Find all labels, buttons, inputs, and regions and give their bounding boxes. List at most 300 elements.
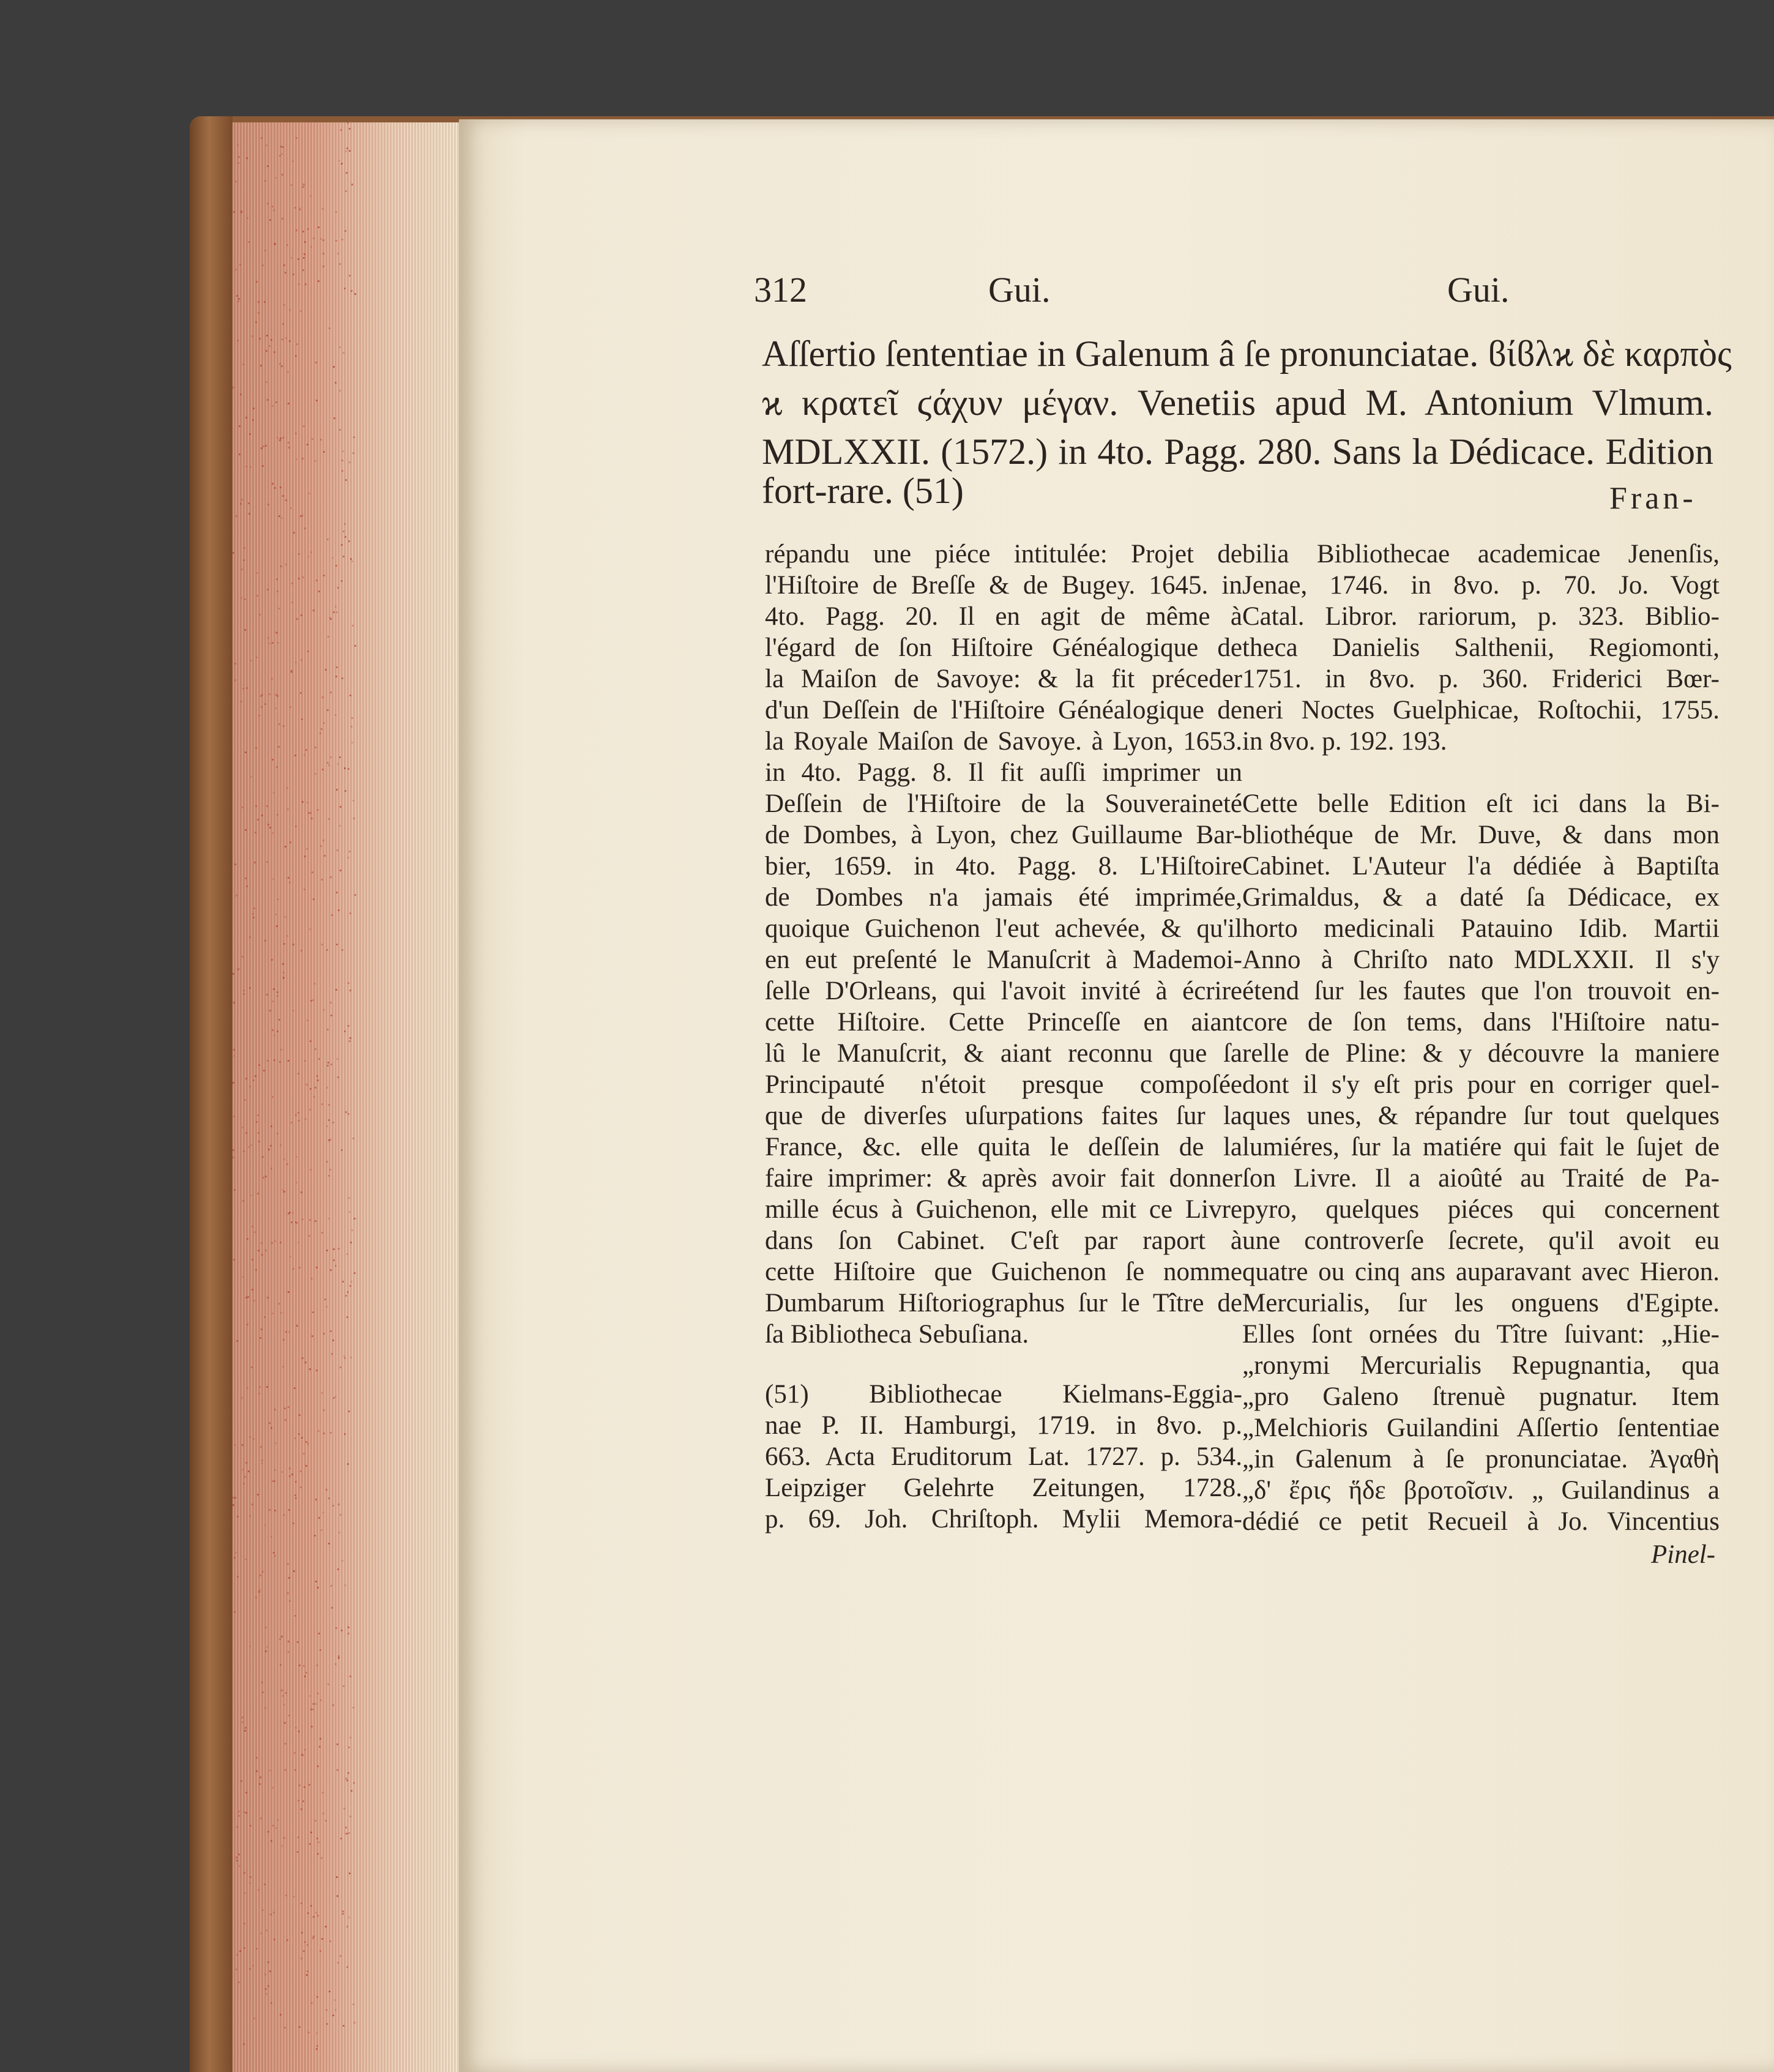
edge-speckle — [257, 1114, 259, 1116]
edge-speckle — [277, 591, 278, 592]
edge-speckle — [307, 228, 309, 230]
edge-speckle — [276, 766, 278, 768]
edge-speckle — [349, 695, 351, 696]
edge-speckle — [284, 2027, 286, 2029]
edge-speckle — [329, 1169, 331, 1171]
edge-speckle — [270, 1840, 272, 1842]
edge-speckle — [259, 614, 261, 616]
edge-speckle — [270, 1914, 272, 1915]
edge-speckle — [277, 642, 279, 644]
edge-speckle — [315, 1220, 316, 1222]
edge-speckle — [280, 438, 281, 439]
edge-speckle — [308, 493, 310, 494]
edge-speckle — [306, 1084, 308, 1086]
edge-speckle — [302, 231, 304, 233]
edge-speckle — [261, 1463, 263, 1464]
edge-speckle — [345, 479, 347, 481]
text-line: cette Hiſtoire que Guichenon ſe nomme — [765, 1258, 1242, 1286]
edge-speckle — [267, 1297, 269, 1299]
edge-speckle — [340, 870, 341, 871]
edge-speckle — [252, 1259, 253, 1261]
edge-speckle — [345, 536, 346, 538]
edge-speckle — [302, 269, 304, 271]
edge-speckle — [342, 450, 344, 452]
edge-speckle — [295, 825, 297, 827]
edge-speckle — [233, 1055, 235, 1057]
edge-speckle — [345, 1295, 347, 1297]
edge-speckle — [278, 723, 280, 725]
edge-speckle — [234, 663, 236, 665]
edge-speckle — [280, 1242, 281, 1243]
edge-speckle — [248, 513, 250, 515]
edge-speckle — [331, 1353, 333, 1355]
edge-speckle — [238, 1981, 240, 1983]
text-line: dont il s'y eſt pris pour en corriger quel- — [1242, 1070, 1720, 1099]
edge-speckle — [307, 1970, 308, 1972]
edge-speckle — [277, 1819, 279, 1821]
edge-speckle — [317, 1765, 319, 1767]
edge-speckle — [260, 1932, 262, 1934]
edge-speckle — [266, 805, 268, 807]
edge-speckle — [274, 1939, 275, 1940]
edge-speckle — [285, 1743, 286, 1745]
edge-speckle — [348, 1772, 349, 1774]
edge-speckle — [272, 1029, 274, 1031]
edge-speckle — [353, 818, 355, 819]
edge-speckle — [267, 1060, 269, 1062]
edge-speckle — [289, 1212, 291, 1213]
edge-speckle — [300, 1902, 302, 1904]
edge-speckle — [333, 1248, 335, 1250]
edge-speckle — [305, 1118, 307, 1120]
edge-speckle — [344, 1357, 346, 1359]
text-line: bier, 1659. in 4to. Pagg. 8. L'Hiſtoire — [765, 852, 1242, 881]
edge-speckle — [255, 1597, 257, 1598]
edge-speckle — [349, 1816, 351, 1817]
edge-speckle — [293, 1570, 295, 1572]
edge-speckle — [249, 1086, 251, 1087]
edge-speckle — [283, 1158, 285, 1160]
edge-speckle — [343, 1685, 345, 1687]
edge-speckle — [340, 1514, 341, 1516]
edge-speckle — [330, 1269, 332, 1271]
text-line: Deſſein de l'Hiſtoire de la Souveraineté — [765, 789, 1242, 818]
edge-speckle — [280, 1664, 281, 1666]
edge-speckle — [295, 1221, 297, 1223]
edge-speckle — [319, 1649, 321, 1651]
text-line: „δ' ἔρις ἥδε βροτοῖσιν. „ Guilandinus a — [1242, 1476, 1720, 1505]
edge-speckle — [234, 679, 236, 681]
text-line: dans ſon Cabinet. C'eſt par raport à — [765, 1226, 1242, 1255]
edge-speckle — [274, 1555, 276, 1557]
edge-speckle — [236, 515, 237, 517]
edge-speckle — [310, 1709, 312, 1710]
edge-speckle — [346, 1316, 348, 1318]
text-line: „in Galenum à ſe pronunciatae. Ἀγαθὴ — [1242, 1445, 1720, 1474]
edge-speckle — [270, 1427, 272, 1429]
edge-speckle — [296, 137, 297, 139]
edge-speckle — [335, 676, 337, 677]
edge-speckle — [339, 346, 341, 348]
edge-speckle — [306, 848, 308, 850]
edge-speckle — [233, 1149, 234, 1151]
edge-speckle — [235, 269, 237, 270]
edge-speckle — [256, 657, 258, 658]
edge-speckle — [288, 1641, 289, 1642]
edge-speckle — [233, 1049, 235, 1051]
edge-speckle — [352, 1138, 354, 1139]
edge-speckle — [309, 1219, 311, 1221]
edge-speckle — [253, 1300, 255, 1302]
edge-speckle — [348, 1746, 350, 1748]
edge-speckle — [294, 1437, 296, 1439]
edge-speckle — [345, 1827, 347, 1828]
edge-speckle — [313, 609, 315, 611]
edge-speckle — [237, 969, 239, 971]
edge-speckle — [244, 1923, 245, 1925]
text-line: lû le Manuſcrit, & aiant reconnu que ſa — [765, 1039, 1242, 1068]
edge-speckle — [288, 1715, 290, 1716]
edge-speckle — [322, 208, 324, 210]
edge-speckle — [253, 917, 255, 919]
edge-speckle — [266, 1386, 268, 1388]
edge-speckle — [304, 1675, 306, 1677]
edge-speckle — [258, 1064, 260, 1066]
edge-speckle — [300, 1191, 302, 1193]
edge-speckle — [244, 547, 245, 549]
edge-speckle — [236, 1954, 238, 1956]
edge-speckle — [332, 1505, 334, 1507]
edge-speckle — [261, 137, 263, 139]
text-line: mille écus à Guichenon, elle mit ce Livre — [765, 1195, 1242, 1224]
edge-speckle — [289, 1475, 291, 1477]
edge-speckle — [315, 1048, 316, 1050]
edge-speckle — [316, 1996, 318, 1998]
footnote-line: theca Danielis Salthenii, Regiomonti, — [1242, 633, 1720, 662]
edge-speckle — [321, 1529, 322, 1531]
edge-speckle — [349, 1285, 351, 1287]
edge-speckle — [341, 163, 343, 165]
edge-speckle — [320, 439, 322, 441]
edge-speckle — [337, 1076, 339, 1078]
edge-speckle — [255, 321, 257, 323]
edge-speckle — [326, 1306, 327, 1308]
edge-speckle — [354, 2022, 356, 2024]
edge-speckle — [279, 439, 281, 441]
edge-speckle — [318, 1517, 320, 1519]
edge-speckle — [306, 1974, 308, 1976]
edge-speckle — [335, 714, 337, 716]
edge-speckle — [251, 1366, 253, 1368]
edge-speckle — [275, 1827, 277, 1829]
edge-speckle — [261, 447, 263, 449]
edge-speckle — [307, 1019, 308, 1021]
edge-speckle — [298, 578, 300, 579]
edge-speckle — [348, 1627, 349, 1628]
edge-speckle — [305, 1441, 307, 1443]
edge-speckle — [332, 1122, 334, 1124]
edge-speckle — [287, 808, 289, 810]
edge-speckle — [348, 1197, 350, 1199]
edge-speckle — [258, 1132, 259, 1134]
edge-speckle — [312, 1709, 314, 1710]
edge-speckle — [351, 184, 353, 185]
edge-speckle — [297, 1800, 299, 1802]
edge-speckle — [244, 629, 246, 631]
edge-speckle — [287, 371, 289, 373]
edge-speckle — [349, 1037, 351, 1039]
edge-speckle — [270, 1168, 272, 1169]
catchword-top: Fran- — [1609, 481, 1697, 516]
edge-speckle — [259, 338, 261, 340]
edge-speckle — [295, 355, 297, 357]
edge-speckle — [238, 156, 240, 158]
edge-speckle — [286, 935, 288, 937]
book-spine — [190, 116, 233, 2072]
edge-speckle — [293, 1896, 295, 1898]
edge-speckle — [337, 1058, 338, 1060]
edge-speckle — [304, 253, 305, 255]
edge-speckle — [341, 949, 343, 951]
edge-speckle — [281, 218, 283, 220]
edge-speckle — [344, 523, 346, 525]
edge-speckle — [283, 972, 285, 974]
edge-speckle — [303, 257, 305, 259]
edge-speckle — [302, 1357, 304, 1359]
edge-speckle — [341, 1560, 343, 1562]
text-line: répandu une piéce intitulée: Projet de — [765, 540, 1242, 568]
edge-speckle — [297, 258, 299, 260]
edge-speckle — [326, 949, 328, 951]
edge-speckle — [331, 914, 333, 916]
edge-speckle — [242, 688, 244, 690]
edge-speckle — [288, 442, 289, 444]
edge-speckle — [343, 352, 345, 354]
edge-speckle — [330, 1015, 332, 1016]
edge-speckle — [298, 1433, 300, 1435]
edge-speckle — [307, 444, 308, 445]
edge-speckle — [354, 293, 356, 295]
edge-speckle — [353, 436, 355, 438]
text-line: France, &c. elle quita le deſſein de la — [765, 1133, 1242, 1161]
edge-speckle — [340, 1838, 342, 1839]
text-line: ſa Bibliotheca Sebuſiana. — [765, 1320, 1029, 1349]
edge-speckle — [309, 1843, 311, 1845]
edge-speckle — [337, 1769, 338, 1771]
edge-speckle — [317, 1079, 319, 1081]
edge-speckle — [303, 1453, 305, 1455]
edge-speckle — [294, 207, 296, 209]
edge-speckle — [239, 264, 241, 266]
edge-speckle — [337, 587, 339, 589]
edge-speckle — [307, 1443, 309, 1445]
text-line: core de ſon tems, dans l'Hiſtoire natu- — [1242, 1008, 1720, 1037]
edge-speckle — [261, 1242, 263, 1244]
edge-speckle — [249, 1968, 251, 1970]
edge-speckle — [315, 460, 316, 462]
top-block-line-3: MDLXXII. (1572.) in 4to. Pagg. 280. Sans la Dédicace. Edition — [762, 431, 1713, 472]
edge-speckle — [349, 1040, 351, 1042]
edge-speckle — [244, 598, 246, 600]
edge-speckle — [311, 1278, 313, 1280]
edge-speckle — [243, 993, 245, 995]
edge-speckle — [277, 991, 278, 993]
edge-speckle — [302, 1800, 304, 1802]
edge-speckle — [301, 718, 303, 720]
edge-speckle — [304, 754, 305, 756]
edge-speckle — [339, 756, 341, 758]
edge-speckle — [274, 243, 276, 245]
edge-speckle — [336, 892, 338, 893]
edge-speckle — [280, 2014, 281, 2016]
edge-speckle — [272, 206, 274, 207]
edge-speckle — [319, 732, 321, 734]
edge-speckle — [291, 1474, 293, 1475]
edge-speckle — [261, 1459, 263, 1461]
edge-speckle — [294, 1615, 296, 1617]
text-line: 4to. Pagg. 20. Il en agit de même à — [765, 602, 1242, 631]
edge-speckle — [351, 561, 353, 562]
edge-speckle — [275, 401, 277, 403]
edge-speckle — [275, 707, 277, 709]
edge-speckle — [302, 576, 304, 578]
edge-speckle — [315, 1912, 317, 1914]
edge-speckle — [233, 387, 234, 389]
edge-speckle — [327, 1683, 329, 1685]
edge-speckle — [350, 1242, 352, 1243]
edge-speckle — [321, 1938, 323, 1940]
edge-speckle — [335, 565, 337, 567]
edge-speckle — [250, 1876, 252, 1878]
edge-speckle — [272, 1313, 274, 1314]
edge-speckle — [265, 445, 267, 447]
edge-speckle — [327, 1062, 329, 1064]
edge-speckle — [269, 827, 271, 829]
edge-speckle — [349, 1737, 351, 1738]
edge-speckle — [298, 1120, 300, 1122]
top-block-line-2: ϰ κρατεῖ ϛάχυν μέγαν. Venetiis apud M. Antonium Vlmum. — [762, 382, 1713, 423]
edge-speckle — [292, 1212, 294, 1214]
edge-speckle — [282, 495, 284, 497]
edge-speckle — [252, 1226, 253, 1228]
footnote-line: Catal. Libror. rariorum, p. 323. Biblio- — [1242, 602, 1720, 631]
edge-speckle — [245, 466, 247, 468]
edge-speckle — [348, 1025, 349, 1027]
edge-speckle — [327, 538, 329, 540]
text-line: la Royale Maiſon de Savoye. à Lyon, 1653. — [765, 727, 1242, 756]
edge-speckle — [293, 1010, 294, 1012]
edge-speckle — [341, 239, 343, 240]
edge-speckle — [297, 1836, 299, 1838]
edge-speckle — [256, 1757, 258, 1759]
edge-speckle — [324, 855, 326, 857]
edge-speckle — [285, 499, 287, 501]
edge-speckle — [264, 301, 266, 303]
text-line: lumiéres, ſur la matiére qui fait le ſujet de — [1242, 1133, 1720, 1161]
edge-speckle — [315, 747, 316, 748]
text-line: étend ſur les fautes que l'on trouvoit en- — [1242, 977, 1720, 1005]
edge-speckle — [235, 181, 237, 182]
edge-speckle — [335, 382, 337, 384]
edge-speckle — [259, 1574, 261, 1576]
edge-speckle — [283, 1837, 285, 1839]
edge-speckle — [312, 999, 314, 1001]
edge-speckle — [248, 241, 250, 243]
edge-speckle — [335, 989, 337, 991]
edge-speckle — [242, 1444, 244, 1446]
edge-speckle — [258, 301, 259, 303]
edge-speckle — [264, 1973, 266, 1975]
edge-speckle — [304, 241, 306, 243]
edge-speckle — [289, 841, 291, 843]
running-title-right: Gui. — [1447, 270, 1510, 310]
edge-speckle — [283, 977, 285, 978]
edge-speckle — [285, 337, 287, 339]
edge-speckle — [345, 230, 346, 232]
edge-speckle — [267, 589, 269, 591]
edge-speckle — [328, 818, 330, 820]
edge-speckle — [302, 186, 304, 188]
edge-speckle — [272, 1096, 274, 1098]
edge-speckle — [275, 914, 277, 915]
edge-speckle — [334, 417, 335, 419]
edge-speckle — [349, 275, 351, 277]
edge-speckle — [337, 1962, 339, 1964]
edge-speckle — [311, 438, 313, 440]
edge-speckle — [269, 693, 270, 695]
edge-speckle — [234, 1189, 236, 1191]
left-column-text — [765, 538, 1242, 1350]
edge-speckle — [332, 2014, 334, 2016]
edge-speckle — [311, 1335, 313, 1337]
edge-speckle — [281, 1471, 283, 1473]
edge-speckle — [338, 1657, 340, 1659]
edge-speckle — [352, 625, 354, 627]
edge-speckle — [296, 1182, 297, 1183]
edge-speckle — [300, 950, 302, 952]
edge-speckle — [283, 725, 285, 727]
edge-speckle — [318, 591, 320, 592]
edge-speckle — [277, 1133, 278, 1135]
edge-speckle — [289, 1600, 291, 1602]
edge-speckle — [321, 1103, 323, 1105]
edge-speckle — [337, 849, 338, 851]
edge-speckle — [283, 1339, 285, 1341]
edge-speckle — [323, 451, 325, 453]
edge-speckle — [274, 1240, 276, 1242]
edge-speckle — [261, 1254, 263, 1256]
edge-speckle — [269, 1509, 270, 1511]
edge-speckle — [312, 1311, 314, 1313]
edge-speckle — [291, 257, 293, 259]
edge-speckle — [255, 1075, 256, 1077]
edge-speckle — [269, 345, 270, 347]
edge-speckle — [265, 1176, 267, 1177]
edge-speckle — [348, 1917, 350, 1918]
edge-speckle — [280, 1049, 282, 1051]
edge-speckle — [245, 1078, 247, 1079]
edge-speckle — [248, 1470, 250, 1472]
edge-speckle — [310, 1832, 312, 1833]
edge-speckle — [320, 1699, 322, 1701]
edge-speckle — [321, 944, 323, 945]
text-line: l'égard de ſon Hiſtoire Généalogique de — [765, 633, 1242, 662]
edge-speckle — [263, 1177, 264, 1179]
edge-speckle — [283, 1514, 285, 1516]
edge-speckle — [346, 1253, 348, 1255]
edge-speckle — [328, 764, 330, 766]
edge-speckle — [282, 1695, 284, 1697]
